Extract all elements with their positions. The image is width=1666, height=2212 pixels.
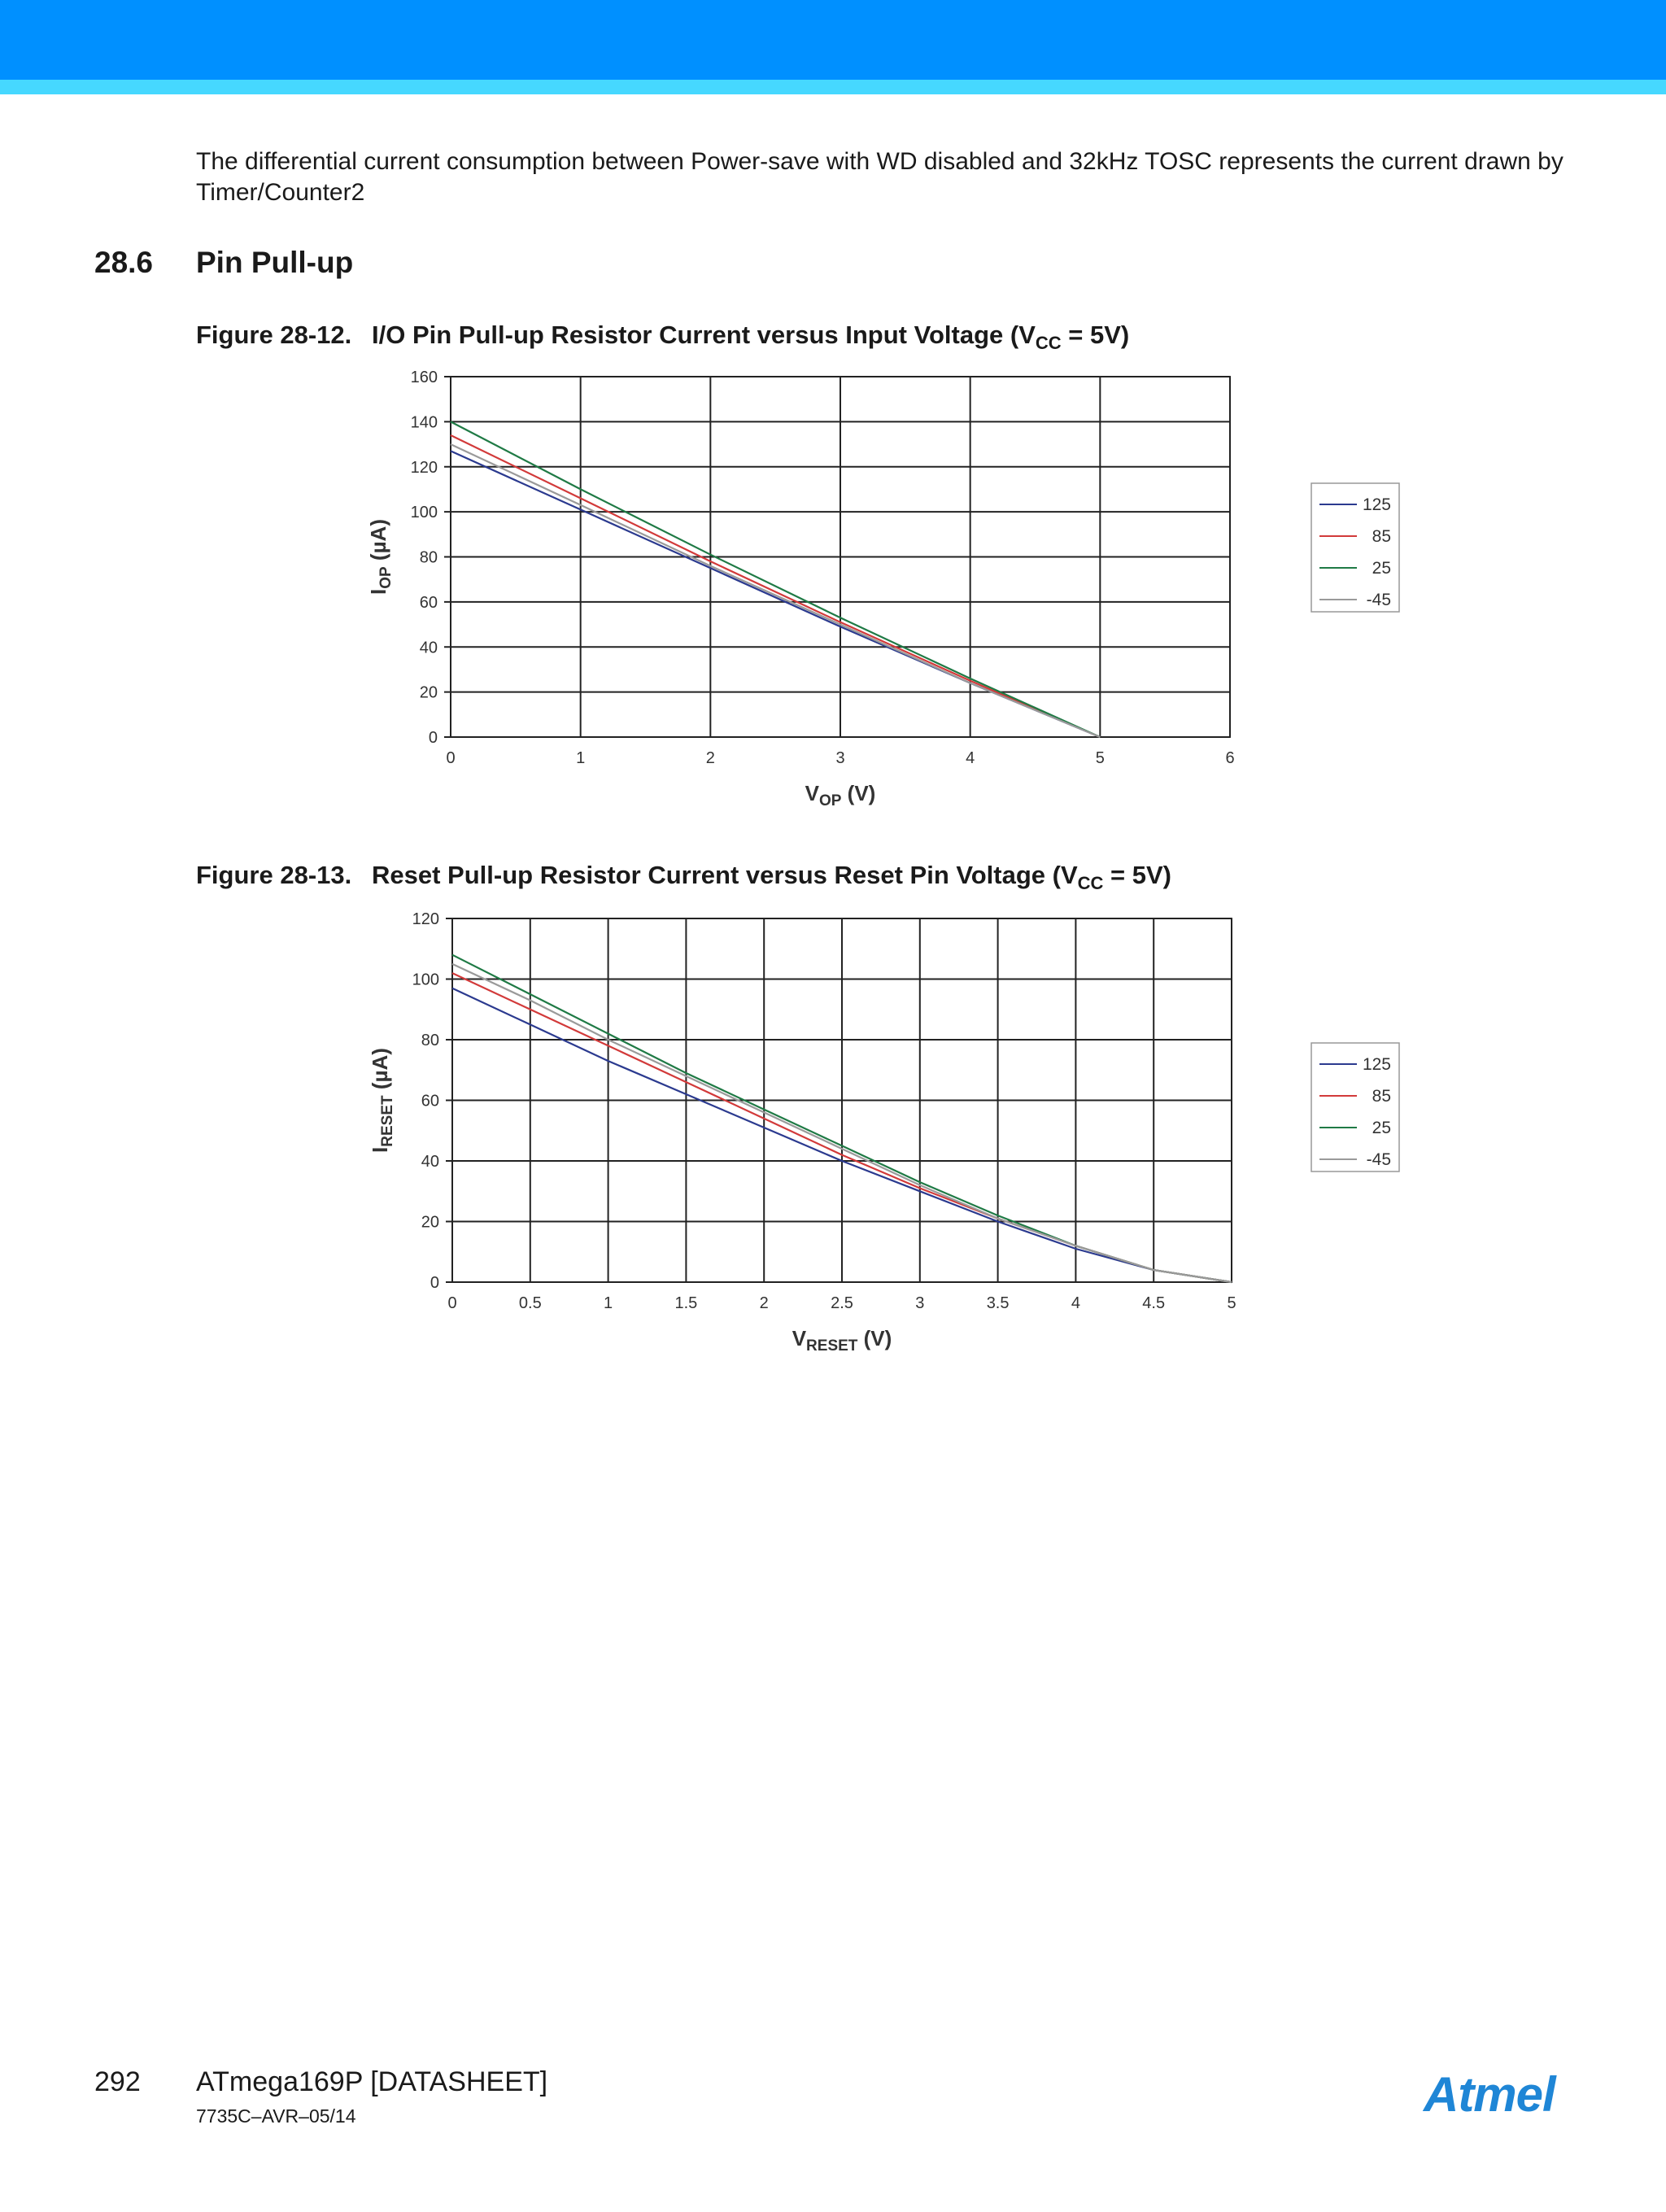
legend-label: 25 bbox=[1372, 1119, 1391, 1137]
figure-caption-2 bbox=[196, 861, 1171, 894]
legend-label: -45 bbox=[1366, 591, 1391, 609]
y-tick-label: 80 bbox=[419, 548, 438, 567]
y-tick-label: 60 bbox=[419, 593, 438, 612]
figure-title-sub: CC bbox=[1035, 333, 1062, 354]
header-bar bbox=[0, 0, 1666, 80]
x-tick-label: 3.5 bbox=[986, 1294, 1010, 1312]
y-axis-label: $I_{OP}$ (µA) bbox=[366, 519, 395, 595]
legend-label: 25 bbox=[1372, 559, 1391, 578]
x-tick-label: 3 bbox=[835, 749, 845, 767]
x-tick-label: 1 bbox=[576, 749, 586, 767]
y-tick-label: 0 bbox=[428, 729, 438, 747]
x-tick-label: 4 bbox=[966, 749, 975, 767]
atmel-logo: Atmel bbox=[1424, 2067, 1555, 2122]
y-tick-label: 160 bbox=[410, 369, 438, 386]
figure-caption-1 bbox=[196, 321, 1129, 354]
legend-label: 85 bbox=[1372, 527, 1391, 546]
x-tick-label: 4.5 bbox=[1142, 1294, 1166, 1312]
y-tick-label: 20 bbox=[421, 1213, 439, 1232]
x-tick-label: 0 bbox=[447, 1294, 457, 1312]
figure-number: Figure 28-12. bbox=[196, 321, 352, 349]
x-tick-label: 2.5 bbox=[831, 1294, 853, 1312]
footer-document-code: 7735C–AVR–05/14 bbox=[196, 2105, 356, 2127]
x-tick-label: 5 bbox=[1095, 749, 1105, 767]
x-axis-label: $V_{RESET}$ (V) bbox=[792, 1326, 892, 1355]
pullup-current-chart bbox=[0, 358, 1666, 814]
intro-paragraph: The differential current consumption between Power-save with WD disabled and 32kHz TOSC represents the current drawn by Timer/Counter2 bbox=[196, 148, 1564, 206]
x-tick-label: 5 bbox=[1227, 1294, 1236, 1312]
y-tick-label: 0 bbox=[430, 1274, 439, 1292]
y-tick-label: 20 bbox=[419, 683, 438, 702]
y-tick-label: 100 bbox=[410, 504, 438, 522]
y-tick-label: 120 bbox=[410, 458, 438, 477]
figure-title: Reset Pull-up Resistor Current versus Reset Pin Voltage (V bbox=[372, 861, 1078, 889]
y-tick-label: 80 bbox=[421, 1032, 439, 1049]
figure-title-end: = 5V) bbox=[1061, 321, 1130, 349]
x-axis-label: $V_{OP}$ (V) bbox=[805, 781, 876, 809]
x-tick-label: 0 bbox=[446, 749, 456, 767]
y-tick-label: 60 bbox=[421, 1092, 439, 1110]
y-tick-label: 120 bbox=[412, 910, 439, 928]
legend-label: -45 bbox=[1366, 1150, 1391, 1169]
x-tick-label: 2 bbox=[705, 749, 715, 767]
figure-number: Figure 28-13. bbox=[196, 861, 352, 889]
figure-title-sub: CC bbox=[1077, 873, 1104, 894]
legend-label: 85 bbox=[1372, 1087, 1391, 1106]
x-tick-label: 3 bbox=[915, 1294, 925, 1312]
legend-label: 125 bbox=[1362, 1055, 1391, 1074]
reset-current-chart bbox=[0, 900, 1666, 1355]
y-axis-label: $I_{RESET}$ (µA) bbox=[368, 1048, 396, 1153]
legend-label: 125 bbox=[1362, 495, 1391, 514]
y-tick-label: 40 bbox=[421, 1153, 439, 1171]
x-tick-label: 1 bbox=[604, 1294, 613, 1312]
section-title: Pin Pull-up bbox=[196, 246, 354, 279]
figure-title-end: = 5V) bbox=[1103, 861, 1172, 889]
x-tick-label: 1.5 bbox=[674, 1294, 698, 1312]
section-number: 28.6 bbox=[94, 246, 154, 279]
figure-title: I/O Pin Pull-up Resistor Current versus Input Voltage (V bbox=[372, 321, 1036, 349]
footer-page-number: 292 bbox=[94, 2066, 141, 2097]
x-tick-label: 2 bbox=[759, 1294, 769, 1312]
y-tick-label: 140 bbox=[410, 413, 438, 432]
x-tick-label: 6 bbox=[1225, 749, 1235, 767]
footer-document-title: ATmega169P [DATASHEET] bbox=[196, 2066, 548, 2097]
y-tick-label: 100 bbox=[412, 971, 439, 989]
y-tick-label: 40 bbox=[419, 639, 438, 657]
header-stripe bbox=[0, 80, 1666, 94]
x-tick-label: 4 bbox=[1071, 1294, 1080, 1312]
x-tick-label: 0.5 bbox=[518, 1294, 542, 1312]
